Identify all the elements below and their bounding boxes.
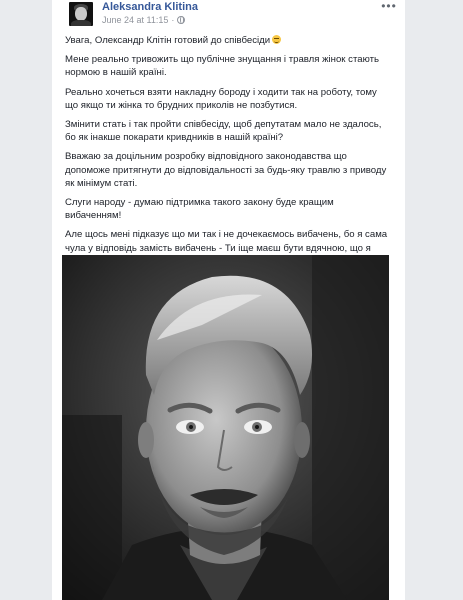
- author-name[interactable]: Aleksandra Klitina: [102, 1, 198, 13]
- post-paragraph: [65, 118, 395, 144]
- paragraph-line: Увага, Олександр Клітін готовий до співбесіди: [65, 35, 271, 46]
- meta-separator: ·: [171, 15, 175, 25]
- paragraph-line: бо як інакше покарати кривдників в нашій країні?: [65, 132, 284, 144]
- paragraph-line: Але щось мені підказує що ми так і не дочекаємось вибачень, бо я сама: [65, 229, 388, 241]
- post-paragraph: [65, 86, 395, 112]
- paragraph-line: Змінити стать і так пройти співбесіду, щоб депутатам мало не здалось,: [65, 119, 382, 131]
- paragraph-line: Мене реально тривожить що публічне знущання і травля жінок стають: [65, 54, 379, 66]
- avatar[interactable]: [69, 2, 93, 26]
- post-meta: [102, 15, 185, 25]
- paragraph-line: Слуги народу - думаю підтримка такого закону буде кращим: [65, 197, 334, 209]
- paragraph-line: що якщо ти жінка то брудних приколів не позбутися.: [65, 99, 298, 111]
- paragraph-line: допоможе притягнути до відповідальності за будь-яку травлю з приводу: [65, 164, 387, 176]
- smiley-emoji-icon: [272, 35, 281, 44]
- more-options-icon[interactable]: •••: [381, 0, 397, 13]
- post-photo[interactable]: [62, 255, 389, 600]
- post-text: [65, 34, 395, 274]
- paragraph-line: чула у відповідь замість вибачень - Ти іще маєш бути вдячною, що я: [65, 242, 371, 254]
- post-paragraph: [65, 150, 395, 190]
- post-paragraph: [65, 53, 395, 79]
- paragraph-line: Реально хочеться взяти накладну бороду і ходити так на роботу, тому: [65, 86, 377, 98]
- paragraph-line: нормою в нашій країні.: [65, 67, 167, 79]
- post-paragraph: [65, 34, 395, 47]
- globe-icon: [177, 16, 185, 24]
- post-timestamp[interactable]: June 24 at 11:15: [102, 15, 169, 25]
- paragraph-line: вибаченням!: [65, 210, 122, 222]
- post-card: [52, 0, 405, 600]
- post-header: [65, 0, 395, 28]
- post-paragraph: [65, 196, 395, 222]
- portrait-image: [62, 255, 389, 600]
- paragraph-line: як мінімум статі.: [65, 177, 138, 189]
- paragraph-line: Вважаю за доцільним розробку відповідного законодавства що: [65, 151, 347, 163]
